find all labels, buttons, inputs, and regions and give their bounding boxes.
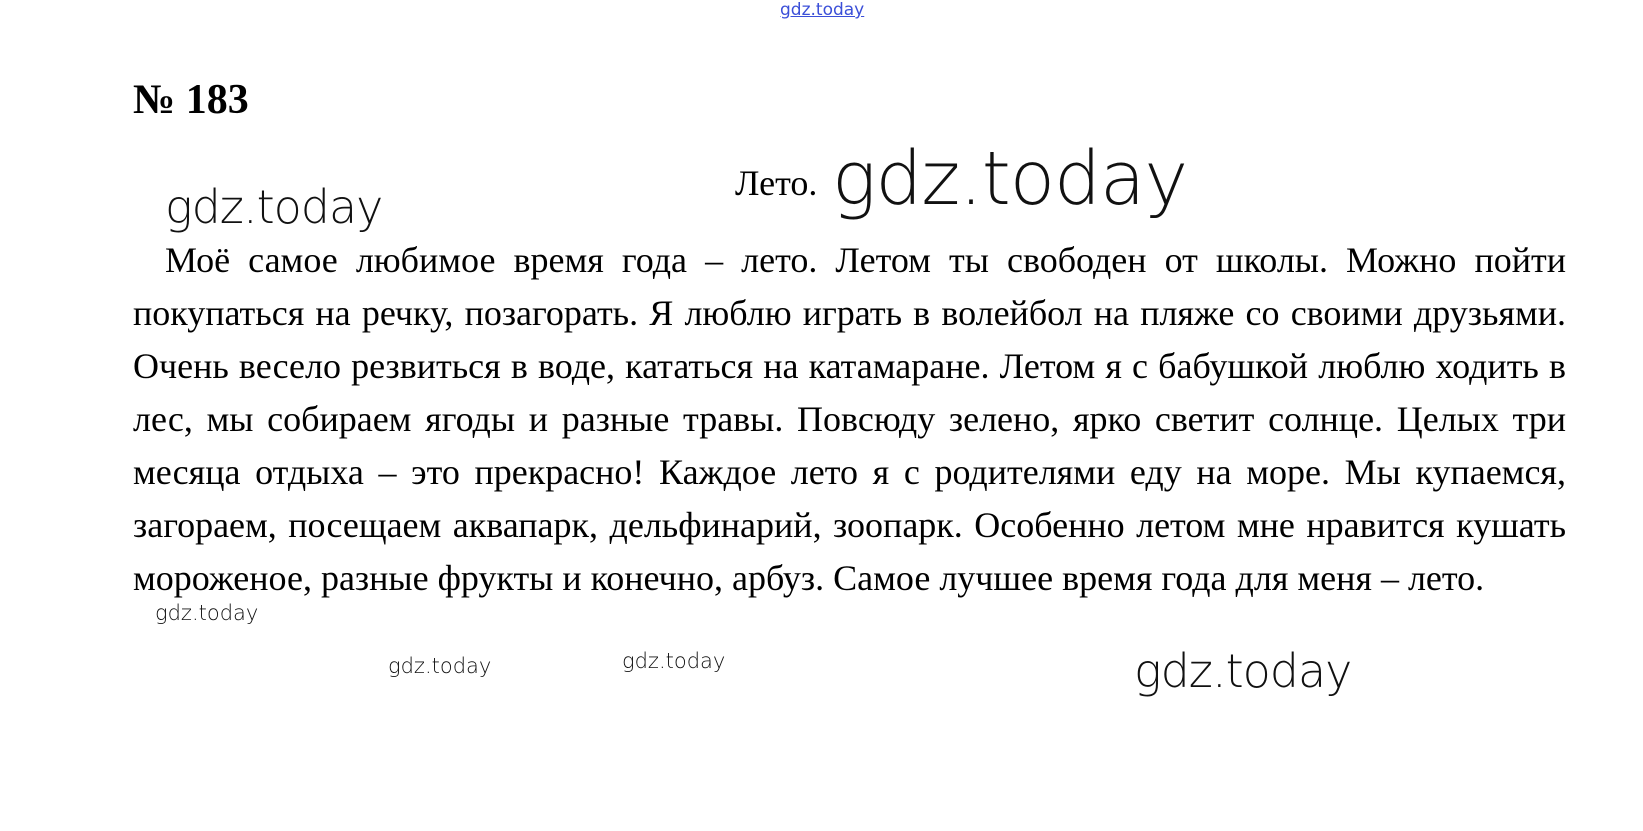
watermark-left: gdz.today — [165, 180, 383, 234]
watermark-small: gdz.today — [388, 654, 492, 678]
watermark-small: gdz.today — [155, 601, 259, 625]
essay-title: Лето. — [735, 163, 818, 203]
watermark-bottom-right: gdz.today — [1134, 644, 1352, 698]
essay-body: Моё самое любимое время года – лето. Летом ты свободен от школы. Можно пойти покупаться на речку, позагорать. Я люблю играть в волейбол на пляже со своими друзьями. Очень весело резвиться в воде, кататься на катамаране. Летом я с бабушкой люблю ходить в лес, мы собираем ягоды и разные травы. Повсюду зелено, ярко светит солнце. Целых три месяца отдыха – это прекрасно! Каждое лето я с родителями еду на море. Мы купаемся, загораем, посещаем аквапарк, дельфинарий, зоопарк. Особенно летом мне нравится кушать мороженое, разные фрукты и конечно, арбуз. Самое лучшее время года для меня – лето. — [133, 240, 1566, 598]
task-number: № 183 — [133, 77, 249, 123]
watermark-large-center: gdz.today — [832, 136, 1188, 222]
top-watermark-link[interactable]: gdz.today — [780, 0, 865, 20]
watermark-small: gdz.today — [622, 649, 726, 673]
